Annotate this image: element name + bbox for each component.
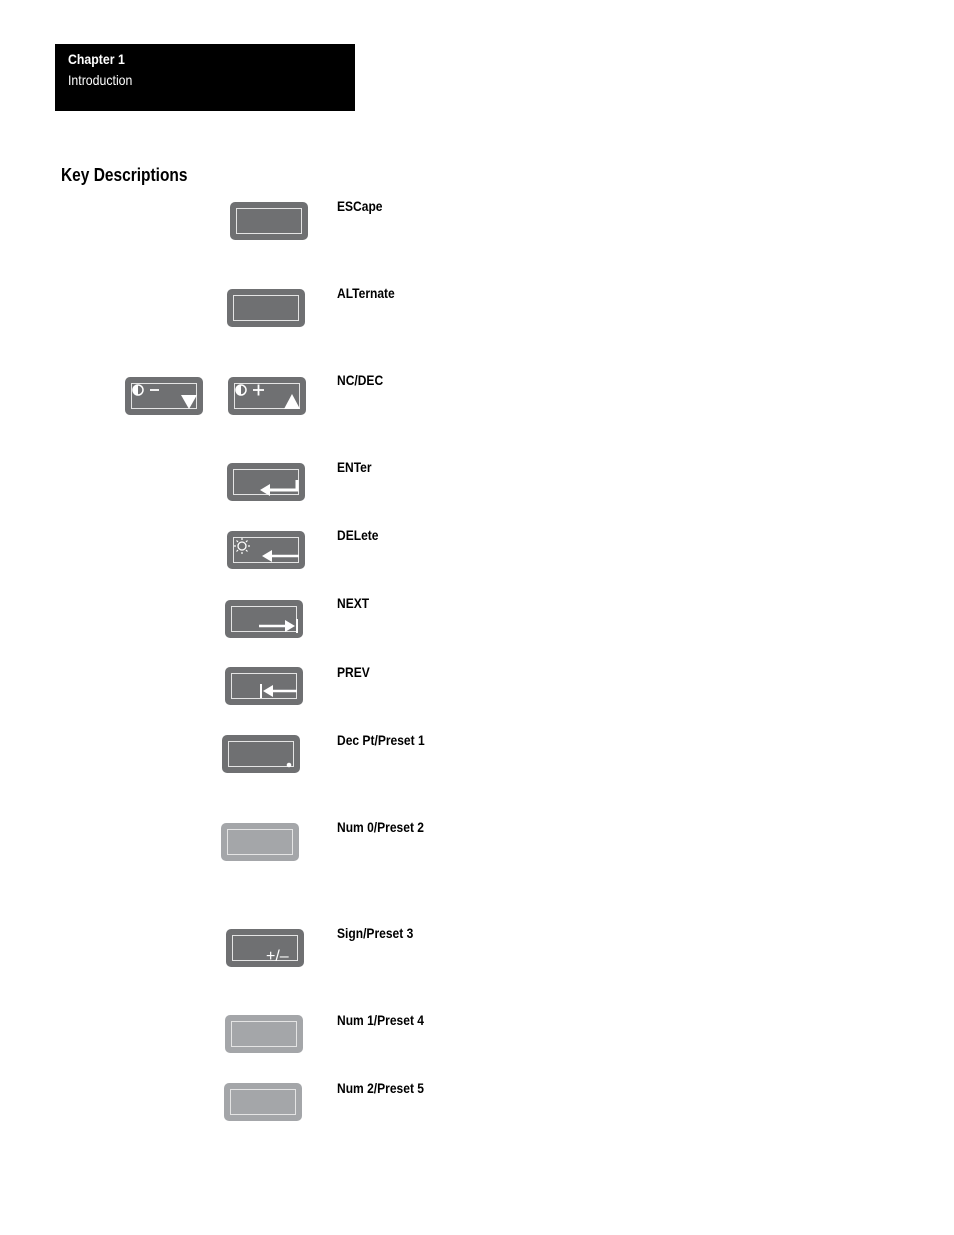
arrow-right-bar-icon <box>225 600 303 638</box>
num2-key <box>224 1083 302 1121</box>
delete-key <box>227 531 305 569</box>
num1-label: Num 1/Preset 4 <box>337 1012 425 1028</box>
section-title: Key Descriptions <box>61 165 188 185</box>
dec-contrast-key <box>125 377 203 415</box>
alternate-label: ALTernate <box>337 285 395 301</box>
plus-minus-icon <box>226 929 304 967</box>
prev-label: PREV <box>337 664 370 680</box>
chapter-number: Chapter 1 <box>68 51 125 67</box>
enter-key <box>227 463 305 501</box>
enter-arrow-icon <box>227 463 305 501</box>
enter-label: ENTer <box>337 459 372 475</box>
inc-contrast-key <box>228 377 306 415</box>
inc-dec-label: NC/DEC <box>337 372 384 388</box>
num2-label: Num 2/Preset 5 <box>337 1080 425 1096</box>
alternate-key <box>227 289 305 327</box>
sign-key <box>226 929 304 967</box>
delete-label: DELete <box>337 527 379 543</box>
escape-label: ESCape <box>337 198 383 214</box>
next-label: NEXT <box>337 595 370 611</box>
sign-glyph-text: +/– <box>266 948 289 965</box>
num0-key <box>221 823 299 861</box>
chapter-title: Introduction <box>68 72 133 88</box>
backlight-backspace-icon <box>227 531 305 569</box>
contrast-minus-down-icon <box>125 377 203 415</box>
num0-label: Num 0/Preset 2 <box>337 819 425 835</box>
num1-key <box>225 1015 303 1053</box>
arrow-left-bar-icon <box>225 667 303 705</box>
prev-key <box>225 667 303 705</box>
next-key <box>225 600 303 638</box>
sign-label: Sign/Preset 3 <box>337 925 414 941</box>
escape-key <box>230 202 308 240</box>
chapter-header <box>55 44 355 111</box>
decimal-point-label: Dec Pt/Preset 1 <box>337 732 425 748</box>
contrast-plus-up-icon <box>228 377 306 415</box>
decimal-point-icon <box>222 735 300 773</box>
decimal-point-key <box>222 735 300 773</box>
